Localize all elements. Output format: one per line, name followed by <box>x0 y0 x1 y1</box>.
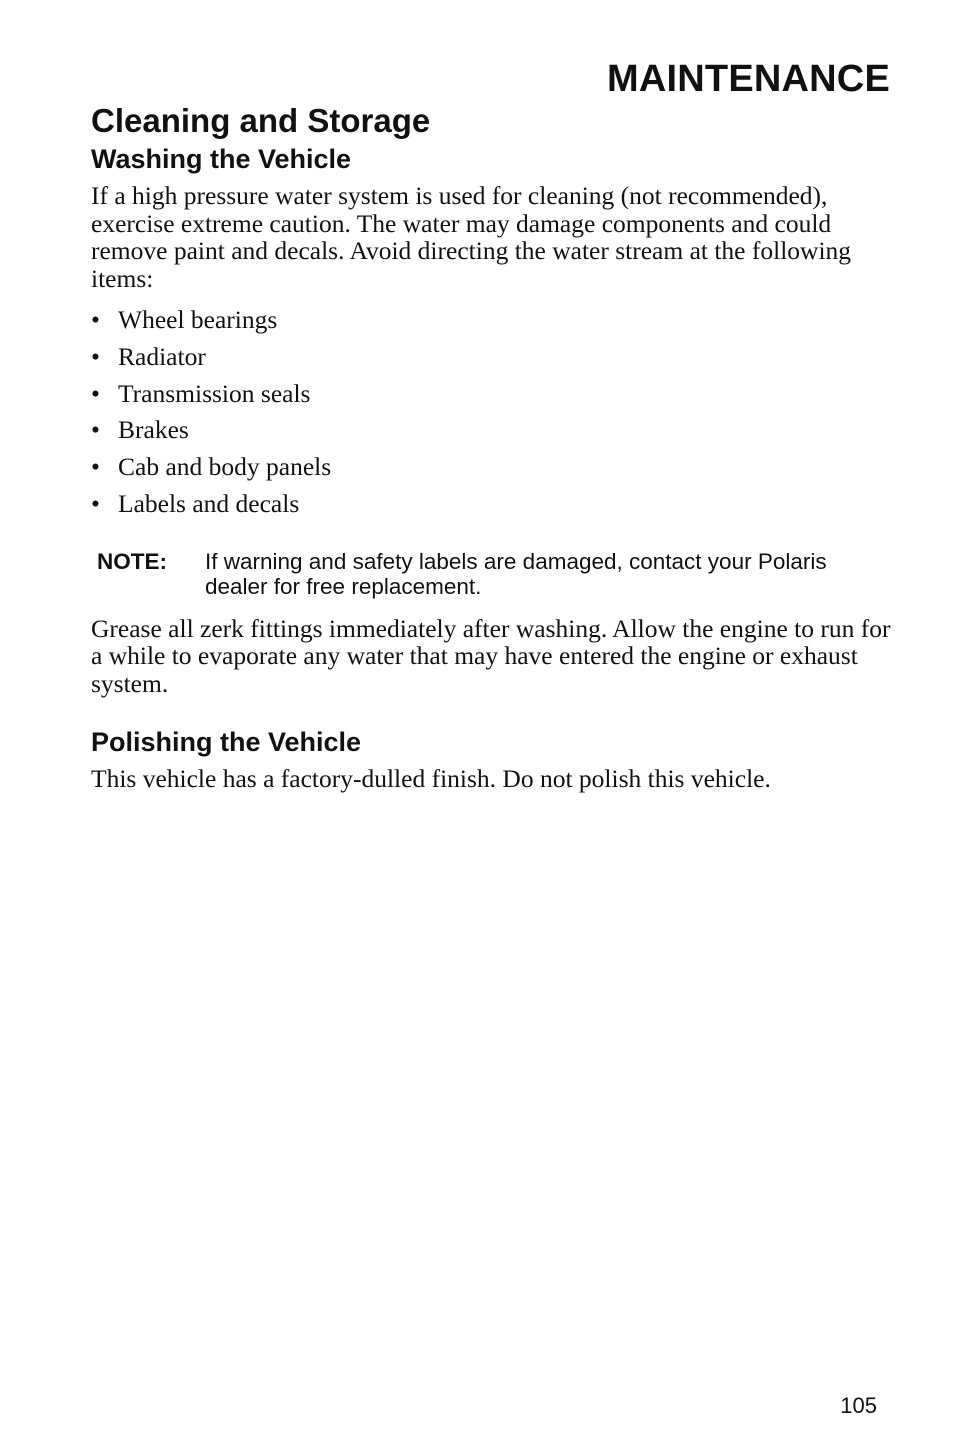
washing-heading: Washing the Vehicle <box>91 144 352 174</box>
list-item-text: Labels and decals <box>118 488 300 518</box>
bullet-icon: • <box>91 488 100 518</box>
polishing-heading: Polishing the Vehicle <box>91 727 362 758</box>
note-block <box>97 549 891 599</box>
washing-items-list <box>91 302 891 523</box>
page-number: 105 <box>840 1393 877 1418</box>
bullet-icon: • <box>91 452 100 482</box>
list-item-text: Cab and body panels <box>118 452 332 482</box>
page-content <box>91 100 891 793</box>
list-item-text: Radiator <box>118 341 206 371</box>
list-item-text: Transmission seals <box>118 378 311 408</box>
list-item <box>91 302 891 339</box>
list-item-text: Wheel bearings <box>118 305 278 334</box>
list-item-text: Brakes <box>118 415 189 445</box>
section-header: MAINTENANCE <box>607 58 890 100</box>
washing-after-paragraph: Grease all zerk fittings immediately after washing. Allow the engine to run for a while to evaporate any water that may have entered the engine or exhaust system. <box>91 613 891 698</box>
bullet-icon: • <box>91 305 100 334</box>
bullet-icon: • <box>91 415 100 445</box>
note-label: NOTE: <box>97 548 167 574</box>
list-item <box>91 486 891 523</box>
bullet-icon: • <box>91 378 100 408</box>
polishing-paragraph: This vehicle has a factory-dulled finish. Do not polish this vehicle. <box>91 764 771 794</box>
washing-intro-paragraph: If a high pressure water system is used for cleaning (not recommended), exercise extreme caution. The water may damage components and could remove paint and decals. Avoid directing the water stream at the following items: <box>91 181 852 293</box>
list-item <box>91 376 891 413</box>
note-text: If warning and safety labels are damaged, contact your Polaris dealer for free replacement. <box>205 548 827 599</box>
list-item <box>91 339 891 376</box>
bullet-icon: • <box>91 341 100 371</box>
list-item <box>91 449 891 486</box>
page-title: Cleaning and Storage <box>91 102 431 139</box>
list-item <box>91 412 891 449</box>
